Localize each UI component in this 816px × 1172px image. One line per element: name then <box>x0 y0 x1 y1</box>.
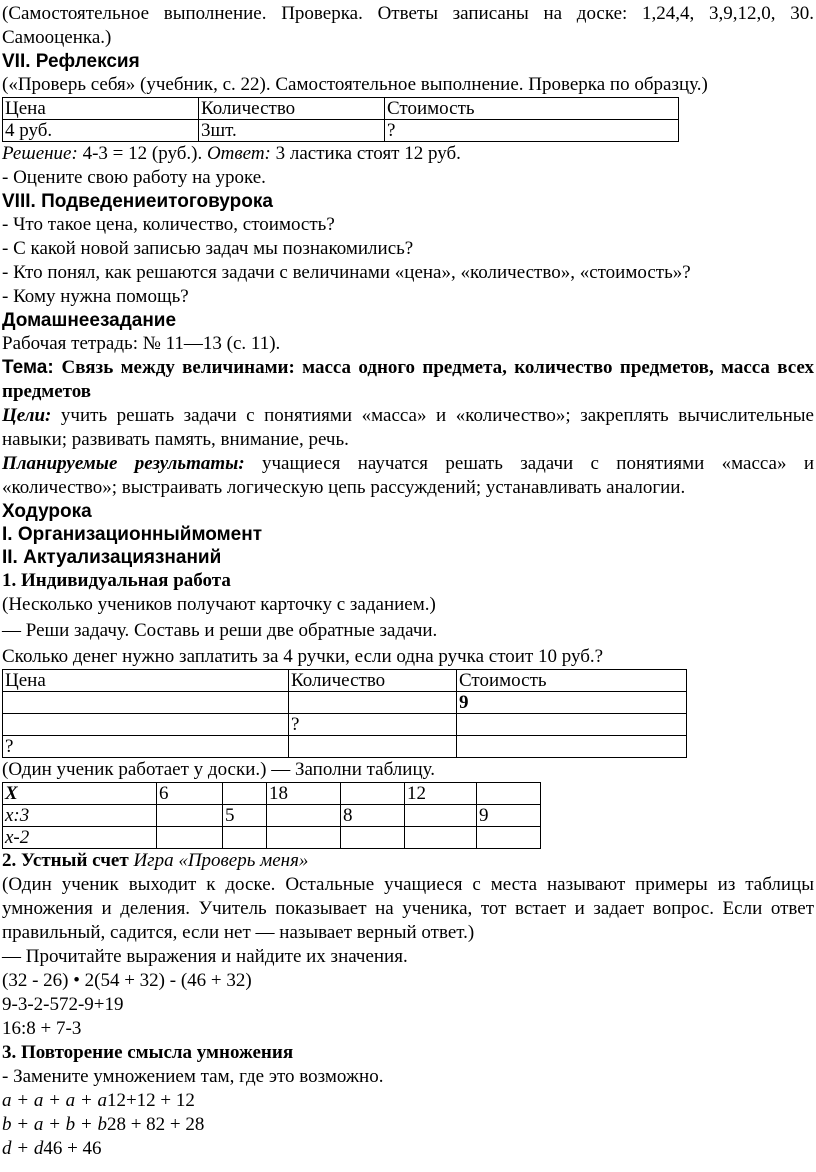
table-header-cell: Количество <box>199 98 385 120</box>
task-question: Сколько денег нужно заплатить за 4 ручки, если одна ручка стоит 10 руб.? <box>2 646 604 667</box>
table-header-cell: Цена <box>3 98 199 120</box>
table-cell: ? <box>289 714 457 736</box>
homework-heading: Домашнеезадание <box>2 310 177 331</box>
table-cell <box>267 805 341 827</box>
table-cell <box>457 736 687 758</box>
table-cell: 18 <box>267 783 341 805</box>
table-row <box>3 805 541 827</box>
table-cell <box>157 805 223 827</box>
table-row <box>3 670 687 692</box>
summary-question: - Что такое цена, количество, стоимость? <box>2 214 335 235</box>
table-header-cell: Стоимость <box>457 670 687 692</box>
function-table <box>2 782 541 849</box>
read-instruction: — Прочитайте выражения и найдите их значения. <box>2 946 408 967</box>
table-row <box>3 120 679 142</box>
table-cell: x:3 <box>3 805 157 827</box>
sum-line <box>2 1113 814 1137</box>
table-header-cell: Цена <box>3 670 289 692</box>
solution-text: 4-3 = 12 (руб.). <box>77 143 207 164</box>
answer-label: Ответ: <box>206 143 271 164</box>
sum-literal: b + a + b + b <box>2 1114 107 1135</box>
table-row <box>3 98 679 120</box>
table-cell <box>157 827 223 849</box>
table-cell <box>457 714 687 736</box>
table-cell: 9 <box>477 805 541 827</box>
task-instruction: — Реши задачу. Составь и реши две обратные задачи. <box>2 620 438 641</box>
replace-instruction: - Замените умножением там, где это возможно. <box>2 1066 384 1087</box>
oral-count-game: Игра «Проверь меня» <box>128 850 309 871</box>
repeat-heading: 3. Повторение смысла умножения <box>2 1042 294 1063</box>
table-row <box>3 827 541 849</box>
table-cell: 6 <box>157 783 223 805</box>
lesson-heading: Ходурока <box>2 501 92 522</box>
solution-label: Решение: <box>2 143 78 164</box>
results-text: учащиеся научатся решать задачи с понятиями «масса» и «количество»; выстраивать логическую цепь рассуждений; устанавливать аналогии. <box>2 453 814 498</box>
intro-paragraph: (Самостоятельное выполнение. Проверка. Ответы записаны на доске: 1,24,4, 3,9,12,0, 30. Самооценка.) <box>2 3 814 48</box>
table-header-cell: Стоимость <box>385 98 679 120</box>
oral-count-line <box>2 849 814 873</box>
summary-question: - Кому нужна помощь? <box>2 286 189 307</box>
sum-line <box>2 1089 814 1113</box>
table-row <box>3 783 541 805</box>
summary-heading: VIII. Подведениеитоговурока <box>2 191 273 212</box>
answer-text: 3 ластика стоят 12 руб. <box>270 143 461 164</box>
oral-count-heading: 2. Устный счет <box>2 850 129 871</box>
table-cell: 12 <box>405 783 477 805</box>
table-cell <box>477 783 541 805</box>
reflection-heading: VII. Рефлексия <box>2 51 140 72</box>
sum-literal: d + d <box>2 1138 44 1159</box>
homework-text: Рабочая тетрадь: № 11—13 (с. 11). <box>2 333 281 354</box>
individual-work-note: (Несколько учеников получают карточку с заданием.) <box>2 594 436 615</box>
sum-numeric: 12+12 + 12 <box>106 1090 195 1111</box>
solution-line <box>2 142 814 166</box>
org-heading: I. Организационныймомент <box>2 524 263 545</box>
table-cell <box>341 827 405 849</box>
board-note: (Один ученик работает у доски.) — Заполни таблицу. <box>2 759 435 780</box>
results-line <box>2 452 814 500</box>
results-label: Планируемые результаты: <box>2 453 245 474</box>
table-row <box>3 692 687 714</box>
reflection-note: («Проверь себя» (учебник, с. 22). Самостоятельное выполнение. Проверка по образцу.) <box>2 74 708 95</box>
topic-label: Тема: <box>2 357 62 378</box>
goals-text: учить решать задачи с понятиями «масса» и «количество»; закреплять вычислительные навыки; развивать память, внимание, речь. <box>2 405 814 450</box>
self-assessment-line: - Оцените свою работу на уроке. <box>2 167 266 188</box>
individual-work-heading: 1. Индивидуальная работа <box>2 570 231 591</box>
topic-line <box>2 356 814 404</box>
table-cell <box>223 783 267 805</box>
sum-line <box>2 1137 814 1161</box>
table-cell: ? <box>3 736 289 758</box>
table-cell <box>289 736 457 758</box>
summary-question: - С какой новой записью задач мы познакомились? <box>2 238 414 259</box>
table-cell <box>477 827 541 849</box>
sum-numeric: 46 + 46 <box>43 1138 102 1159</box>
table-cell <box>341 783 405 805</box>
oral-count-note: (Один ученик выходит к доске. Остальные учащиеся с места называют примеры из таблицы умножения и деления. Учитель показывает на ученика, тот встает и задает вопрос. Если ответ правильный, садится, если нет — называет верный ответ.) <box>2 874 814 943</box>
price-table-2 <box>2 669 687 758</box>
price-table-1 <box>2 97 679 142</box>
table-row <box>3 736 687 758</box>
table-cell <box>223 827 267 849</box>
table-cell: ? <box>385 120 679 142</box>
table-cell <box>267 827 341 849</box>
goals-line <box>2 404 814 452</box>
actualization-heading: II. Актуализациязнаний <box>2 547 222 568</box>
expression-line: 9-3-2-572-9+19 <box>2 994 124 1015</box>
table-cell <box>405 827 477 849</box>
table-cell: 9 <box>457 692 687 714</box>
table-cell: 5 <box>223 805 267 827</box>
table-row <box>3 714 687 736</box>
table-cell <box>3 692 289 714</box>
goals-label: Цели: <box>2 405 52 426</box>
table-cell: 4 руб. <box>3 120 199 142</box>
sum-numeric: 28 + 82 + 28 <box>106 1114 205 1135</box>
table-cell <box>405 805 477 827</box>
table-cell: 8 <box>341 805 405 827</box>
table-cell <box>289 692 457 714</box>
document-page <box>2 2 814 1161</box>
table-cell <box>3 714 289 736</box>
table-cell: X <box>3 783 157 805</box>
summary-question: - Кто понял, как решаются задачи с величинами «цена», «количество», «стоимость»? <box>2 262 691 283</box>
expression-line: 16:8 + 7-3 <box>2 1018 82 1039</box>
table-cell: x-2 <box>3 827 157 849</box>
table-header-cell: Количество <box>289 670 457 692</box>
table-cell: 3шт. <box>199 120 385 142</box>
sum-literal: a + a + a + a <box>2 1090 107 1111</box>
expression-line: (32 - 26) • 2(54 + 32) - (46 + 32) <box>2 970 252 991</box>
topic-text: Связь между величинами: масса одного предмета, количество предметов, масса всех предметов <box>2 357 814 402</box>
